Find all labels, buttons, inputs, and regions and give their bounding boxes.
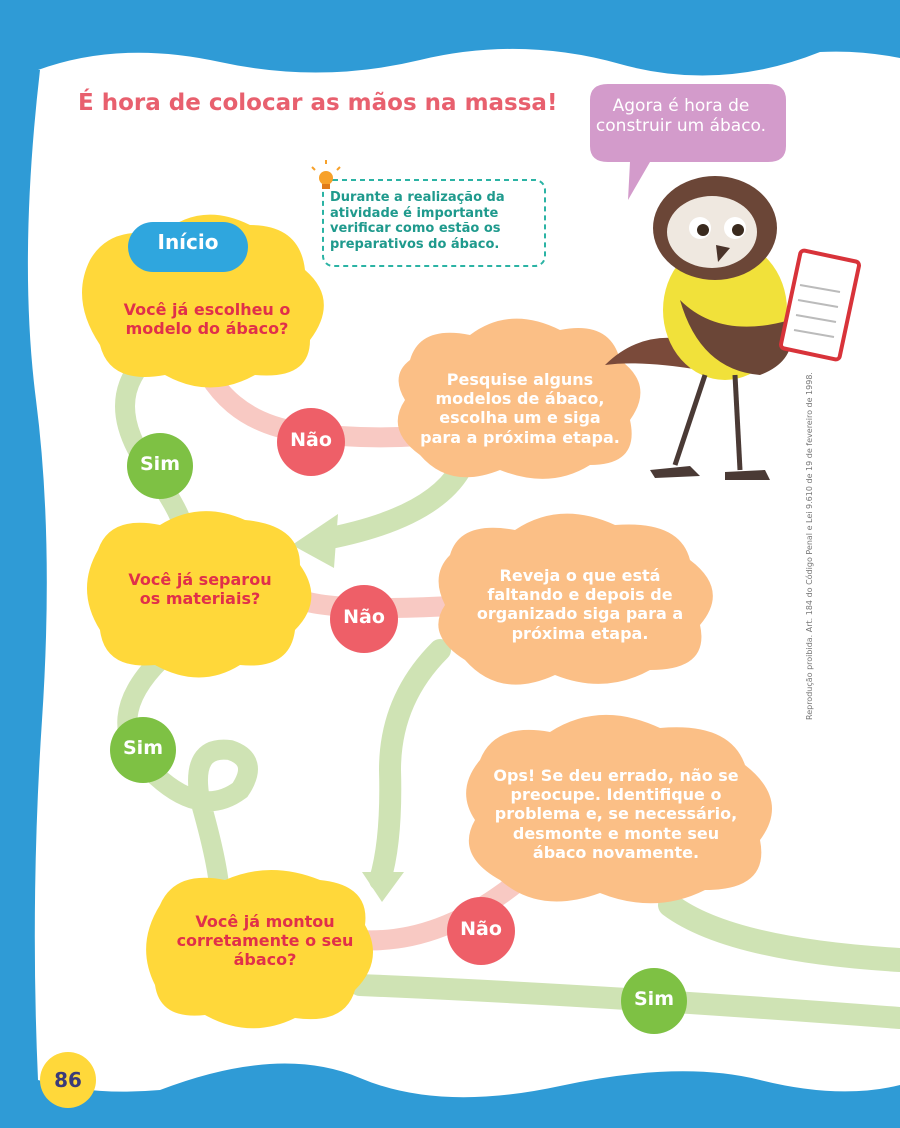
question-line: Você já montou — [195, 912, 335, 931]
question-line: ábaco? — [233, 950, 297, 970]
cloud-line: organizado siga para a — [476, 604, 684, 624]
tip-line: Durante a realização da — [330, 190, 505, 205]
question-line: Você já escolheu o — [123, 300, 291, 319]
no-label-3: Não — [460, 918, 502, 940]
speech-bubble-text — [586, 96, 776, 137]
cloud-line: Reveja o que está — [499, 566, 661, 585]
cloud-line: preocupe. Identifique o — [510, 785, 722, 805]
speech-line: Agora é hora de — [612, 96, 750, 116]
no-step-2 — [460, 566, 700, 643]
question-1 — [92, 300, 322, 338]
no-label-2: Não — [343, 606, 385, 628]
cloud-line: escolha um e siga — [439, 408, 601, 428]
page-title: É hora de colocar as mãos na massa! — [78, 90, 558, 116]
cloud-line: ábaco novamente. — [532, 842, 700, 862]
no-label-1: Não — [290, 429, 332, 451]
question-line: os materiais? — [139, 589, 261, 609]
no-step-3 — [476, 766, 756, 862]
page-number: 86 — [54, 1068, 82, 1092]
yes-label-3: Sim — [634, 988, 674, 1010]
question-line: corretamente o seu — [176, 931, 354, 951]
question-3 — [160, 912, 370, 970]
no-step-1 — [410, 370, 630, 447]
cloud-line: problema e, se necessário, — [494, 804, 738, 824]
speech-line: construir um ábaco. — [595, 116, 767, 137]
cloud-line: Ops! Se deu errado, não se — [493, 766, 739, 785]
legal-note: Reprodução proibida. Art. 184 do Código Penal e Lei 9.610 de 19 de fevereiro de 1998. — [805, 372, 814, 720]
tip-text — [330, 190, 540, 252]
cloud-line: para a próxima etapa. — [420, 427, 620, 447]
tip-line: preparativos do ábaco. — [330, 236, 500, 252]
start-label: Início — [157, 230, 219, 254]
question-line: Você já separou — [128, 570, 272, 589]
cloud-line: próxima etapa. — [511, 623, 649, 643]
question-2 — [100, 570, 300, 608]
cloud-line: Pesquise alguns — [446, 370, 594, 389]
tip-line: verificar como estão os — [330, 221, 501, 237]
cloud-line: faltando e depois de — [487, 585, 673, 605]
yes-label-2: Sim — [123, 737, 163, 759]
yes-label-1: Sim — [140, 453, 180, 475]
question-line: modelo do ábaco? — [125, 319, 289, 339]
tip-line: atividade é importante — [330, 205, 499, 221]
cloud-line: desmonte e monte seu — [512, 823, 720, 843]
cloud-line: modelos de ábaco, — [435, 389, 605, 409]
